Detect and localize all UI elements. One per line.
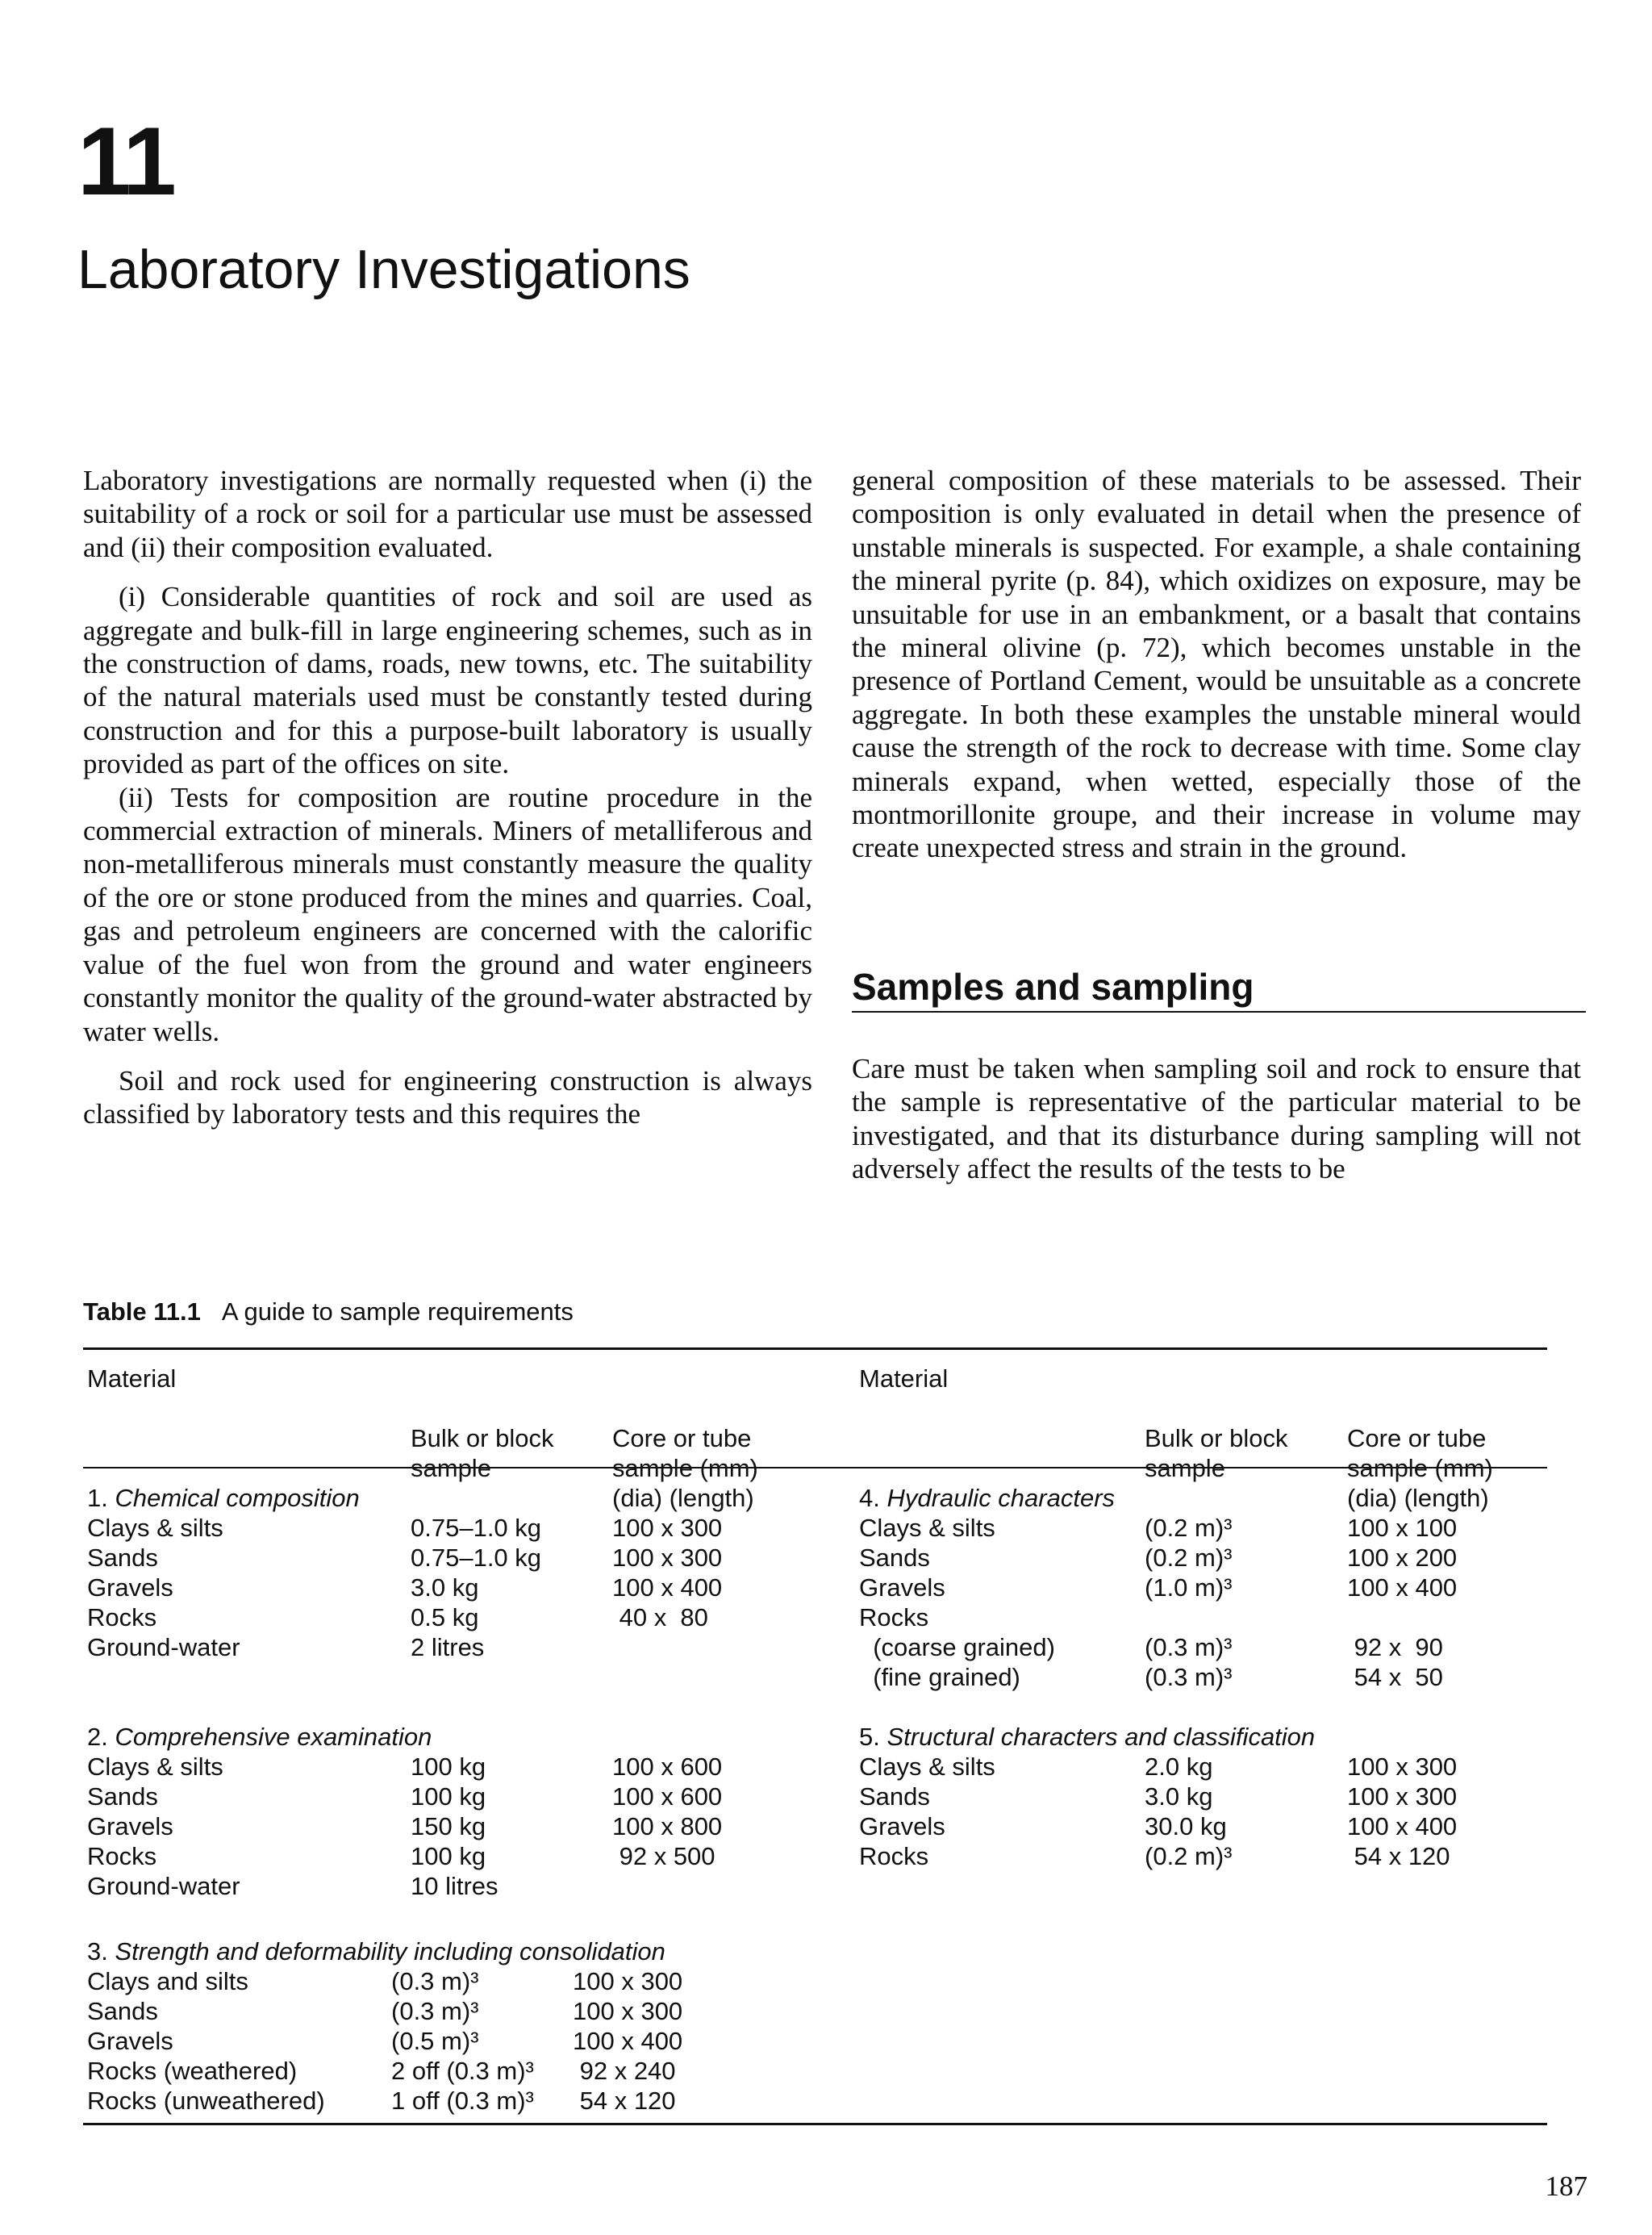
body-paragraph: (ii) Tests for composition are routine procedure in the commercial extraction of minerals. Miners of metalliferous and non-metalliferous minerals must constantly measure the quality of the ore or stone produced from the mines and quarries. Coal, gas and petroleum engineers are concerned with the calorific value of the fuel won from the ground and water engineers constantly monitor the quality of the ground-water abstracted by water wells. (83, 781, 812, 1047)
table-cell: 100 x 400 (1347, 1812, 1458, 1840)
table-cell: Sands (859, 1544, 930, 1572)
table-cell: 100 x 300 (573, 1997, 683, 2025)
group-title: 2. Comprehensive examination (87, 1723, 432, 1751)
group-title: 5. Structural characters and classification (859, 1723, 1316, 1751)
table-cell: 2.0 kg (1145, 1752, 1213, 1781)
table-cell: Clays & silts (87, 1752, 223, 1781)
table-cell: 0.75–1.0 kg (411, 1544, 542, 1572)
table-cell: 100 x 300 (612, 1544, 723, 1572)
table-cell: 100 kg (411, 1782, 486, 1811)
table-cell: 100 x 300 (612, 1514, 723, 1542)
table-cell: (0.2 m)³ (1145, 1514, 1233, 1542)
group-title: 3. Strength and deformability including consolidation (87, 1937, 665, 1966)
table-cell: Rocks (weathered) (87, 2057, 298, 2085)
table-cell: Sands (87, 1997, 158, 2025)
table-cell: Rocks (87, 1842, 157, 1870)
table-cell: 0.5 kg (411, 1603, 479, 1631)
table-cell: (0.3 m)³ (1145, 1633, 1233, 1661)
table-cell: 100 x 600 (612, 1752, 723, 1781)
chapter-number: 11 (77, 107, 173, 215)
table-top-rule (83, 1347, 1547, 1350)
table-cell: 100 kg (411, 1752, 486, 1781)
table-cell: Sands (87, 1782, 158, 1811)
table-cell: 150 kg (411, 1812, 486, 1840)
table-cell: 3.0 kg (411, 1573, 479, 1602)
table-cell: (0.3 m)³ (391, 1997, 479, 2025)
table-cell: Rocks (unweathered) (87, 2087, 325, 2115)
table-cell: Clays & silts (859, 1752, 995, 1781)
table-cell: 1 off (0.3 m)³ (391, 2087, 534, 2115)
header-core-left: Core or tube sample (mm) (dia) (length) (612, 1424, 758, 1512)
group-title: 4. Hydraulic characters (859, 1484, 1116, 1512)
table-cell: (0.3 m)³ (391, 1967, 479, 1995)
section-heading: Samples and sampling (852, 967, 1586, 1013)
table-cell: Rocks (87, 1603, 157, 1631)
body-column-left (83, 464, 812, 1131)
table-cell: 54 x 120 (573, 2087, 676, 2115)
table-bottom-rule (83, 2123, 1547, 2125)
table-cell: Gravels (87, 1573, 173, 1602)
table-cell: 3.0 kg (1145, 1782, 1213, 1811)
table-cell: 2 off (0.3 m)³ (391, 2057, 534, 2085)
table-cell: Clays and silts (87, 1967, 248, 1995)
table-cell: 54 x 120 (1347, 1842, 1450, 1870)
header-core-right: Core or tube sample (mm) (dia) (length) (1347, 1424, 1493, 1512)
body-paragraph: Soil and rock used for engineering construction is always classified by laboratory tests and this requires the (83, 1064, 812, 1130)
table-header-rule (83, 1467, 1547, 1468)
table-cell: 30.0 kg (1145, 1812, 1227, 1840)
section-text: Care must be taken when sampling soil and rock to ensure that the sample is representative of the particular material to be investigated, and that its disturbance during sampling will not adversely affect the results of the tests to be (852, 1053, 1581, 1185)
table-cell: 100 x 300 (573, 1967, 683, 1995)
body-paragraph: Laboratory investigations are normally requested when (i) the suitability of a rock or soil for a particular use must be assessed and (ii) their composition evaluated. (83, 465, 812, 563)
table-cell: (0.2 m)³ (1145, 1544, 1233, 1572)
table-cell: 100 x 100 (1347, 1514, 1458, 1542)
table-cell: (0.3 m)³ (1145, 1663, 1233, 1691)
body-paragraph: (i) Considerable quantities of rock and soil are used as aggregate and bulk-fill in large engineering schemes, such as in the construction of dams, roads, new towns, etc. The suitability of the natural materials used must be constantly tested during construction and for this a purpose-built laboratory is usually provided as part of the offices on site. (83, 581, 812, 780)
table-cell: (0.2 m)³ (1145, 1842, 1233, 1870)
table-cell: Gravels (87, 2027, 173, 2055)
table-cell: (coarse grained) (859, 1633, 1055, 1661)
table-cell: 100 kg (411, 1842, 486, 1870)
table-cell: 92 x 240 (573, 2057, 676, 2085)
table-cell: Rocks (859, 1842, 929, 1870)
table-cell: (0.5 m)³ (391, 2027, 479, 2055)
table-cell: Clays & silts (87, 1514, 223, 1542)
table-caption (83, 1297, 574, 1326)
table-cell: 100 x 400 (573, 2027, 683, 2055)
table-cell: (1.0 m)³ (1145, 1573, 1233, 1602)
table-cell: 40 x 80 (612, 1603, 708, 1631)
table-cell: 54 x 50 (1347, 1663, 1443, 1691)
group-title: 1. Chemical composition (87, 1484, 360, 1512)
table-caption-text: A guide to sample requirements (221, 1297, 574, 1326)
body-column-right (852, 464, 1581, 865)
table-cell: Sands (87, 1544, 158, 1572)
table-cell: Rocks (859, 1603, 929, 1631)
table-cell: 100 x 600 (612, 1782, 723, 1811)
table-cell: Gravels (87, 1812, 173, 1840)
table-cell: 100 x 300 (1347, 1782, 1458, 1811)
table-cell: Ground-water (87, 1872, 240, 1900)
table-cell: 100 x 400 (1347, 1573, 1458, 1602)
table-cell: 100 x 200 (1347, 1544, 1458, 1572)
section-paragraph (852, 1052, 1581, 1186)
table-cell: 92 x 500 (612, 1842, 715, 1870)
table-cell: 100 x 800 (612, 1812, 723, 1840)
header-bulk-right: Bulk or block sample (1145, 1424, 1288, 1482)
table-cell: Clays & silts (859, 1514, 995, 1542)
table-cell: Gravels (859, 1812, 945, 1840)
table-cell: 10 litres (411, 1872, 499, 1900)
header-material-left: Material (87, 1364, 177, 1393)
table-cell: 100 x 400 (612, 1573, 723, 1602)
chapter-title: Laboratory Investigations (77, 239, 690, 300)
table-cell: (fine grained) (859, 1663, 1020, 1691)
table-cell: Sands (859, 1782, 930, 1811)
table-cell: Ground-water (87, 1633, 240, 1661)
table-cell: Gravels (859, 1573, 945, 1602)
header-material-right: Material (859, 1364, 949, 1393)
page-number: 187 (1545, 2170, 1587, 2202)
table-cell: 2 litres (411, 1633, 485, 1661)
header-bulk-left: Bulk or block sample (411, 1424, 554, 1482)
body-paragraph: general composition of these materials to be assessed. Their composition is only evaluated in detail when the presence of unstable minerals is suspected. For example, a shale containing the mineral pyrite (p. 84), which oxidizes on exposure, may be unsuitable for use in an embankment, or a basalt that contains the mineral olivine (p. 72), which becomes unstable in the presence of Portland Cement, would be unsuitable as a concrete aggregate. In both these examples the unstable mineral would cause the strength of the rock to decrease with time. Some clay minerals expand, when wetted, especially those of the montmorillonite groupe, and their increase in volume may create unexpected stress and strain in the ground. (852, 465, 1581, 864)
table-label: Table 11.1 (83, 1297, 201, 1326)
table-cell: 0.75–1.0 kg (411, 1514, 542, 1542)
table-cell: 100 x 300 (1347, 1752, 1458, 1781)
table-cell: 92 x 90 (1347, 1633, 1443, 1661)
